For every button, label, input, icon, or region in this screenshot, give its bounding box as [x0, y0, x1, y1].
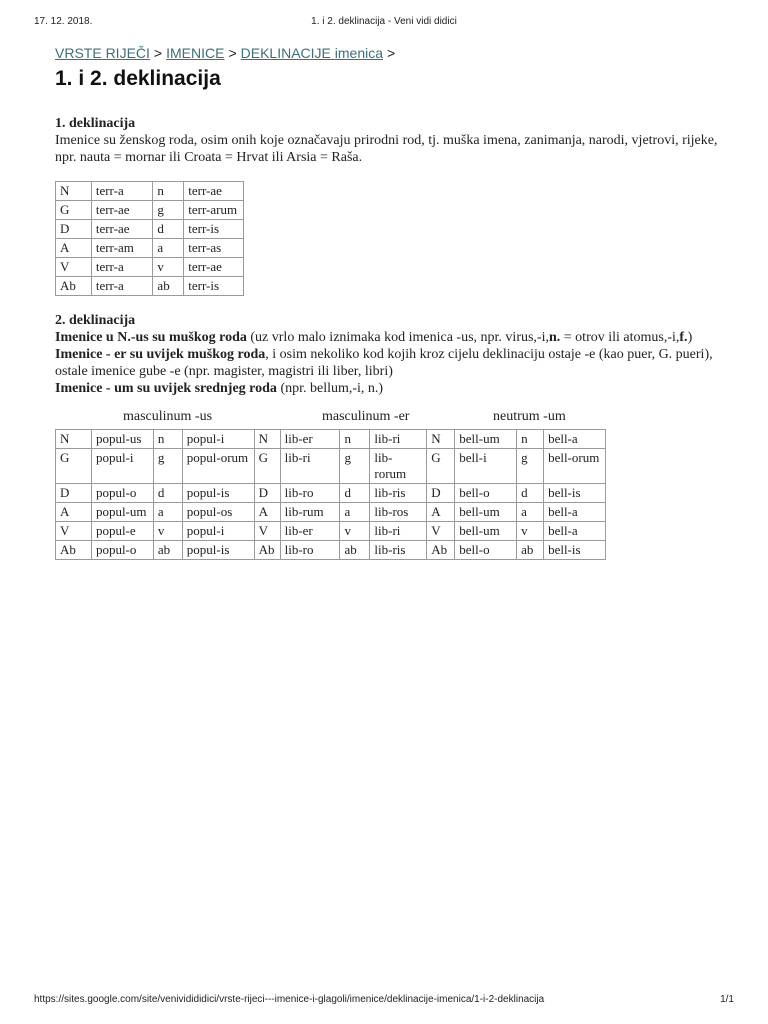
table-cell: terr-is — [184, 220, 244, 239]
second-declension-group-headers — [55, 409, 735, 425]
table-cell: lib-ros — [370, 503, 427, 522]
table-cell: V — [56, 258, 92, 277]
table-cell: ab — [153, 541, 182, 560]
table-row — [56, 239, 244, 258]
table-cell: n — [153, 430, 182, 449]
table-cell: lib-ro — [280, 484, 340, 503]
table-cell: popul-i — [91, 449, 153, 484]
table-cell: Ab — [254, 541, 280, 560]
table-cell: a — [340, 503, 370, 522]
second-declension-line-er: Imenice - er su uvijek muškog roda, i osim nekoliko kod kojih kroz cijelu deklinaciju ostaje -e (kao puer, G. pueri), ostale imenice gube -e (npr. magister, magistri ili liber, libri) — [55, 347, 713, 379]
table-cell: popul-e — [91, 522, 153, 541]
table-cell: Ab — [427, 541, 455, 560]
table-row — [56, 430, 606, 449]
table-cell: n — [153, 182, 184, 201]
first-declension-paragraph: Imenice su ženskog roda, osim onih koje označavaju prirodni rod, tj. muška imena, zanimanja, narodi, vjetrovi, rijeke, npr. nauta = mornar ili Croata = Hrvat ili Arsia = Raša. — [55, 133, 718, 165]
table-row — [56, 182, 244, 201]
table-cell: G — [254, 449, 280, 484]
table-cell: bell-a — [544, 503, 606, 522]
breadcrumb-link-vrste-rijeci[interactable]: VRSTE RIJEČI — [55, 45, 150, 61]
table-cell: v — [153, 522, 182, 541]
table-cell: Ab — [56, 541, 92, 560]
table-cell: N — [427, 430, 455, 449]
table-cell: D — [56, 220, 92, 239]
rule-er-bold: Imenice - er su uvijek muškog roda — [55, 347, 266, 362]
second-declension-table — [55, 429, 606, 560]
page-content — [55, 44, 735, 560]
table-cell: ab — [340, 541, 370, 560]
table-cell: D — [56, 484, 92, 503]
table-cell: d — [153, 220, 184, 239]
table-cell: lib-ris — [370, 484, 427, 503]
first-declension-table — [55, 181, 244, 296]
table-cell: terr-as — [184, 239, 244, 258]
table-cell: terr-arum — [184, 201, 244, 220]
group-header-masculinum-us: masculinum -us — [123, 409, 213, 424]
table-cell: bell-um — [455, 522, 517, 541]
table-cell: d — [517, 484, 544, 503]
table-cell: a — [517, 503, 544, 522]
table-cell: d — [340, 484, 370, 503]
table-row — [56, 258, 244, 277]
table-cell: bell-um — [455, 430, 517, 449]
table-cell: lib-rorum — [370, 449, 427, 484]
table-row — [56, 277, 244, 296]
table-cell: popul-i — [182, 430, 254, 449]
table-cell: g — [517, 449, 544, 484]
table-cell: popul-us — [91, 430, 153, 449]
rule-us-bold: Imenice u N.-us su muškog roda — [55, 330, 247, 345]
table-cell: lib-er — [280, 522, 340, 541]
table-cell: popul-is — [182, 484, 254, 503]
group-header-neutrum-um: neutrum -um — [493, 409, 566, 424]
table-cell: bell-is — [544, 541, 606, 560]
first-declension-heading: 1. deklinacija — [55, 116, 136, 131]
table-cell: terr-a — [91, 277, 153, 296]
breadcrumb-separator: > — [387, 45, 396, 61]
table-cell: Ab — [56, 277, 92, 296]
table-cell: terr-ae — [91, 220, 153, 239]
table-cell: A — [56, 239, 92, 258]
table-cell: terr-a — [91, 182, 153, 201]
print-page-title: 1. i 2. deklinacija - Veni vidi didici — [311, 16, 457, 27]
table-cell: G — [56, 201, 92, 220]
table-cell: popul-um — [91, 503, 153, 522]
table-cell: A — [254, 503, 280, 522]
table-cell: popul-i — [182, 522, 254, 541]
table-cell: bell-i — [455, 449, 517, 484]
breadcrumb-separator: > — [228, 45, 237, 61]
table-cell: terr-ae — [91, 201, 153, 220]
table-cell: terr-am — [91, 239, 153, 258]
table-cell: terr-ae — [184, 258, 244, 277]
table-cell: bell-orum — [544, 449, 606, 484]
table-row — [56, 220, 244, 239]
print-footer — [34, 994, 734, 1008]
table-cell: popul-is — [182, 541, 254, 560]
table-row — [56, 522, 606, 541]
print-header — [34, 16, 734, 30]
table-row — [56, 201, 244, 220]
group-header-masculinum-er: masculinum -er — [322, 409, 410, 424]
table-cell: n — [340, 430, 370, 449]
print-url: https://sites.google.com/site/venividididici/vrste-rijeci---imenice-i-glagoli/imenice/deklinacije-imenica/1-i-2-deklinacija — [34, 994, 545, 1005]
breadcrumb-link-deklinacije[interactable]: DEKLINACIJE imenica — [240, 45, 384, 61]
table-cell: g — [340, 449, 370, 484]
table-cell: bell-a — [544, 522, 606, 541]
print-date: 17. 12. 2018. — [34, 16, 93, 27]
table-cell: bell-o — [455, 541, 517, 560]
table-cell: ab — [517, 541, 544, 560]
table-cell: lib-rum — [280, 503, 340, 522]
table-cell: lib-ro — [280, 541, 340, 560]
table-cell: terr-ae — [184, 182, 244, 201]
table-cell: lib-ri — [370, 522, 427, 541]
rule-um-bold: Imenice - um su uvijek srednjeg roda — [55, 381, 277, 396]
table-cell: V — [56, 522, 92, 541]
table-cell: bell-a — [544, 430, 606, 449]
table-cell: N — [56, 182, 92, 201]
breadcrumb — [55, 44, 735, 62]
table-cell: A — [56, 503, 92, 522]
table-cell: a — [153, 503, 182, 522]
table-row — [56, 484, 606, 503]
table-cell: D — [254, 484, 280, 503]
table-row — [56, 541, 606, 560]
table-cell: N — [254, 430, 280, 449]
breadcrumb-separator: > — [153, 45, 163, 61]
table-cell: d — [153, 484, 182, 503]
page-title: 1. i 2. deklinacija — [55, 67, 221, 90]
table-cell: bell-o — [455, 484, 517, 503]
table-row — [56, 449, 606, 484]
table-cell: v — [340, 522, 370, 541]
table-cell: G — [56, 449, 92, 484]
table-cell: n — [517, 430, 544, 449]
page-count: 1/1 — [720, 994, 734, 1005]
table-cell: ab — [153, 277, 184, 296]
table-cell: popul-orum — [182, 449, 254, 484]
table-cell: V — [427, 522, 455, 541]
table-cell: popul-o — [91, 484, 153, 503]
table-cell: terr-a — [91, 258, 153, 277]
second-declension-heading: 2. deklinacija — [55, 313, 136, 328]
second-declension-line-um: Imenice - um su uvijek srednjeg roda (npr. bellum,-i, n.) — [55, 381, 384, 396]
table-cell: G — [427, 449, 455, 484]
table-cell: V — [254, 522, 280, 541]
breadcrumb-link-imenice[interactable]: IMENICE — [166, 45, 225, 61]
table-cell: N — [56, 430, 92, 449]
table-cell: lib-er — [280, 430, 340, 449]
table-cell: g — [153, 201, 184, 220]
second-declension-line-us: Imenice u N.-us su muškog roda (uz vrlo malo iznimaka kod imenica -us, npr. virus,-i,n. = otrov ili atomus,-i,f.) — [55, 330, 693, 345]
table-cell: bell-um — [455, 503, 517, 522]
table-cell: popul-o — [91, 541, 153, 560]
table-cell: lib-ri — [370, 430, 427, 449]
table-cell: A — [427, 503, 455, 522]
table-cell: a — [153, 239, 184, 258]
table-cell: lib-ris — [370, 541, 427, 560]
table-cell: g — [153, 449, 182, 484]
table-cell: v — [153, 258, 184, 277]
table-cell: bell-is — [544, 484, 606, 503]
table-cell: D — [427, 484, 455, 503]
table-row — [56, 503, 606, 522]
table-cell: v — [517, 522, 544, 541]
table-cell: terr-is — [184, 277, 244, 296]
table-cell: popul-os — [182, 503, 254, 522]
table-cell: lib-ri — [280, 449, 340, 484]
